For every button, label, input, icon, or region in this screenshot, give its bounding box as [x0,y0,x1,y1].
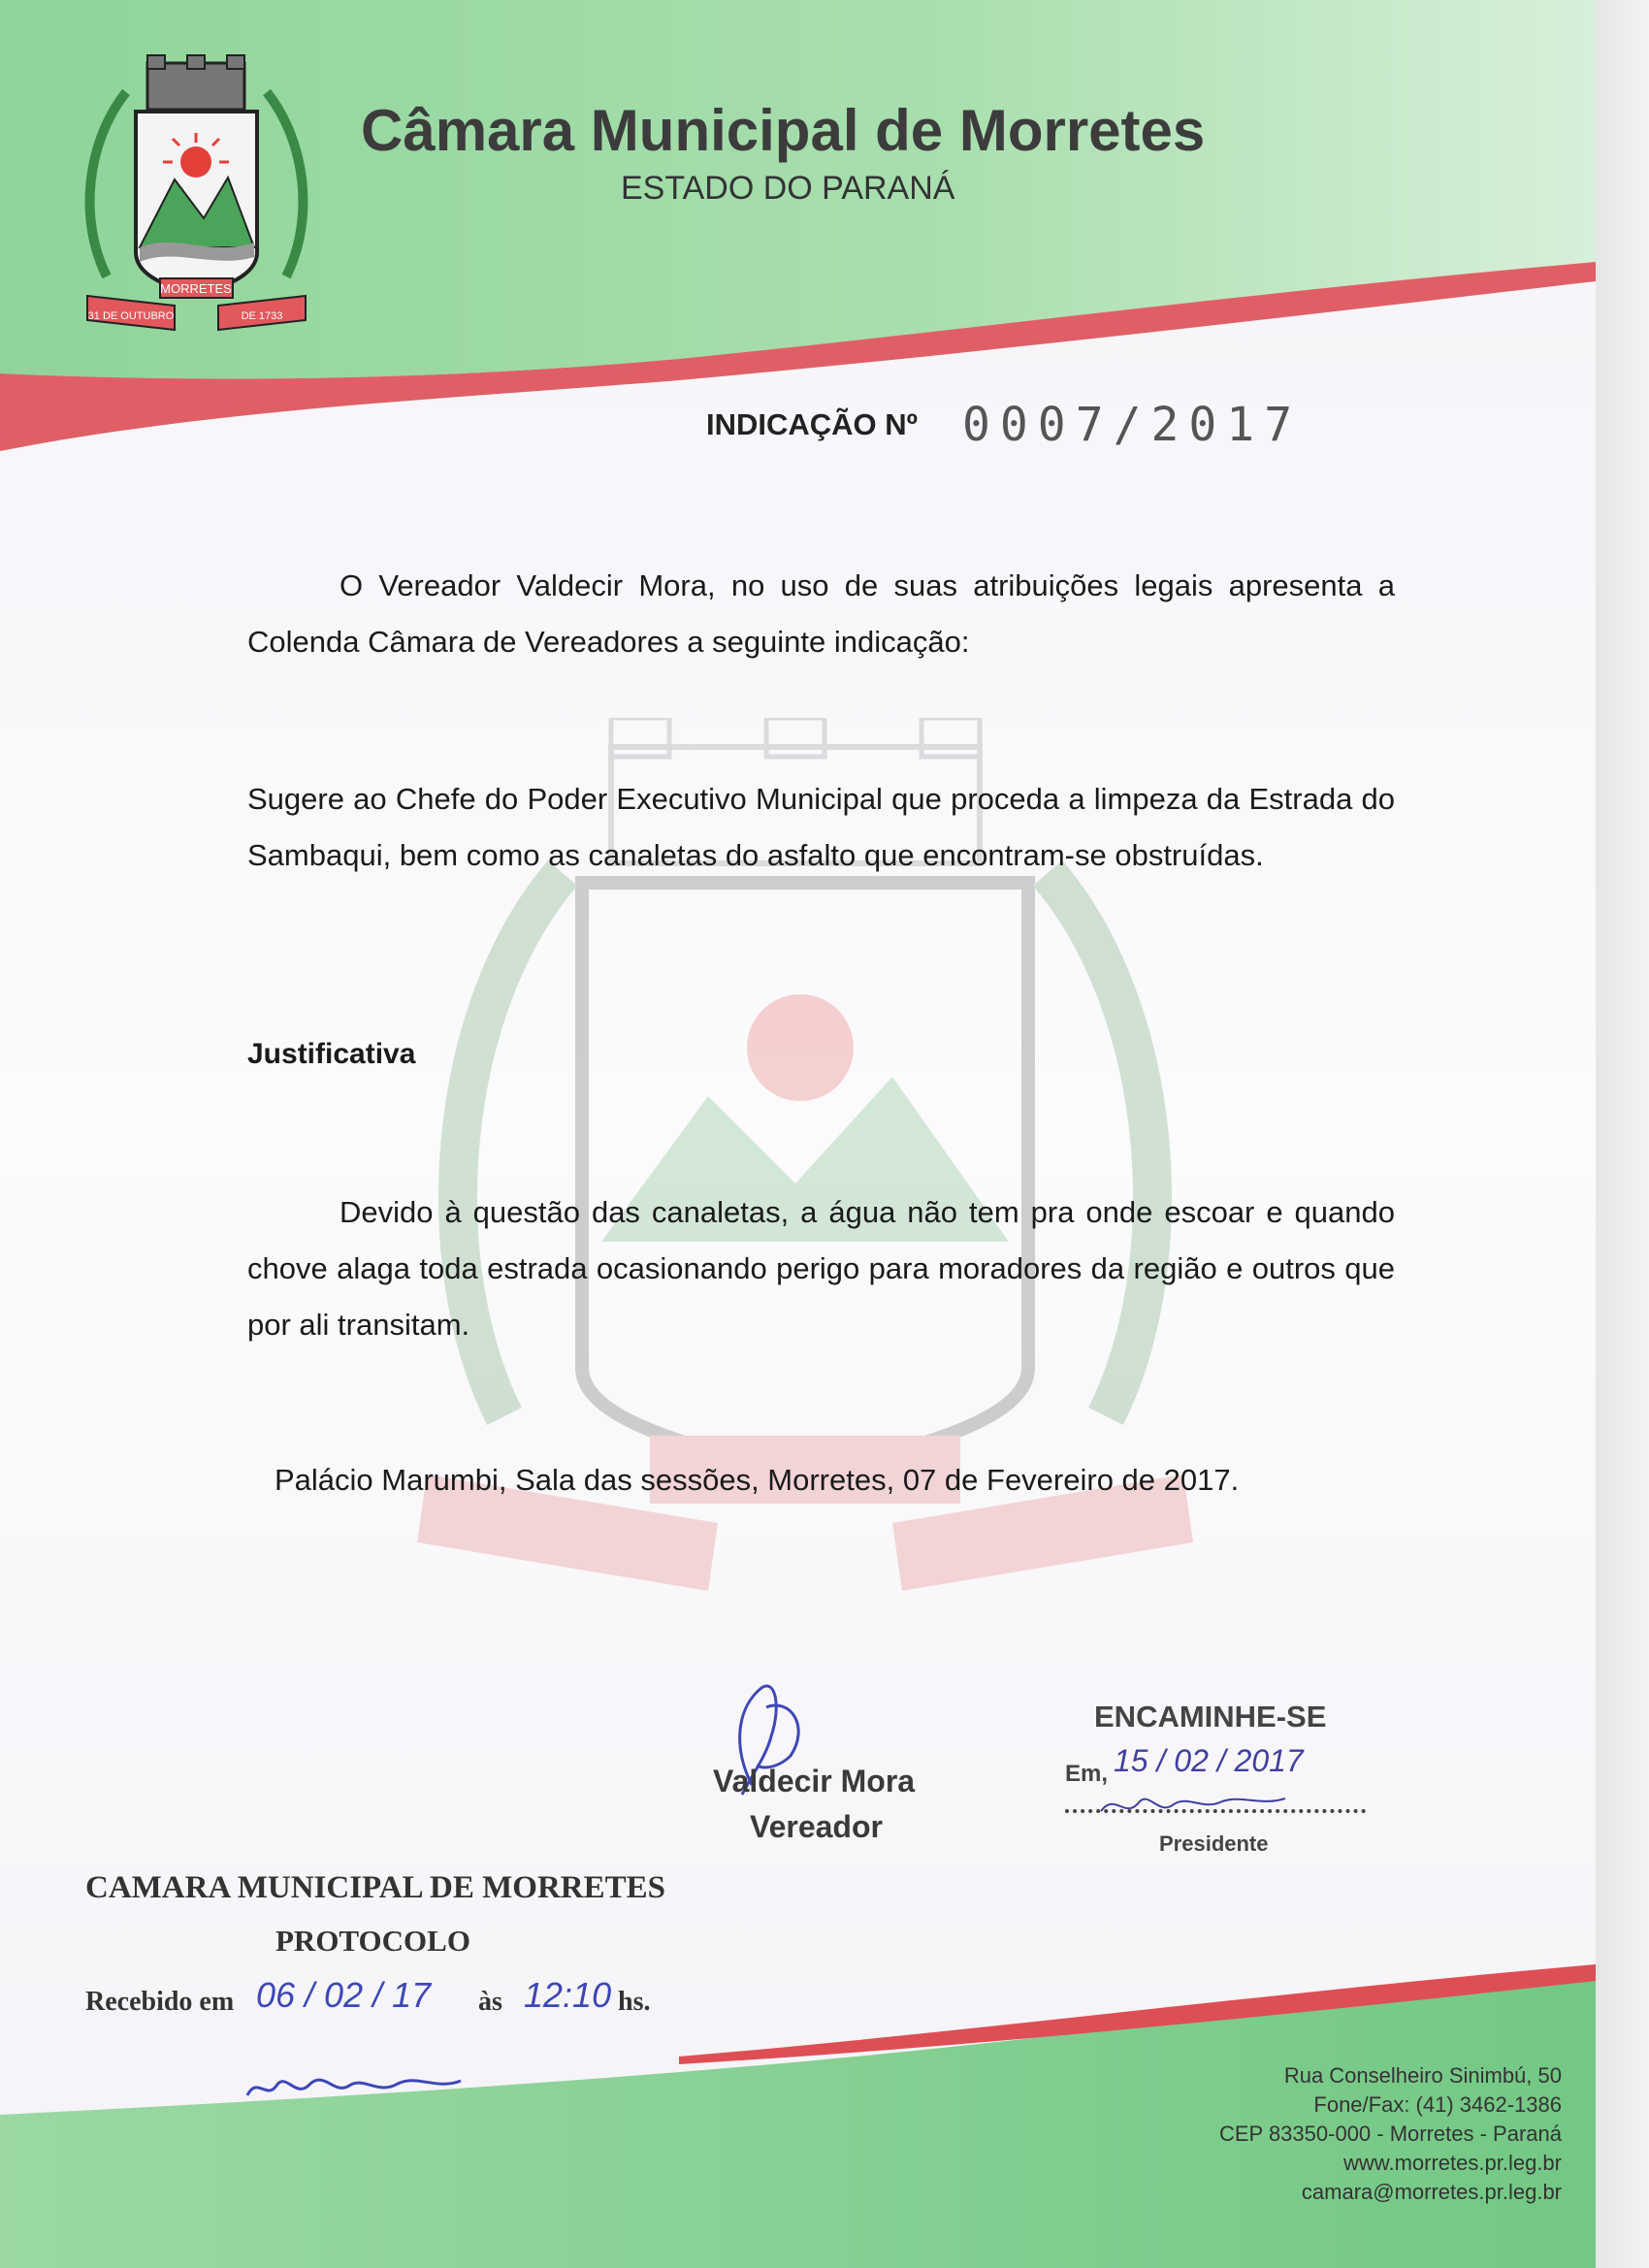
president-signature [1096,1787,1290,1826]
encaminhe-date: 15 / 02 / 2017 [1114,1743,1304,1778]
received-date: 06 / 02 / 17 [256,1975,432,2015]
footer-address: Rua Conselheiro Sinimbú, 50 [1283,2063,1562,2088]
received-label: Recebido em [85,1987,235,2017]
footer-phone: Fone/Fax: (41) 3462-1386 [1313,2092,1562,2117]
signer-name: Valdecir Mora [713,1764,916,1798]
page-subtitle: ESTADO DO PARANÁ [621,170,955,207]
protocol-stamp-title: CAMARA MUNICIPAL DE MORRETES [85,1870,665,1905]
indicacao-number: 0007/2017 [962,398,1303,452]
place-date: Palácio Marumbi, Sala das sessões, Morretes, 07 de Fevereiro de 2017. [275,1463,1240,1497]
scan-edge [1596,0,1649,2268]
crest-ribbon-left: 31 DE OUTUBRO [87,310,175,322]
crest-banner: MORRETES [160,281,232,296]
encaminhe-em-label: Em, [1065,1761,1109,1787]
indicacao-label: INDICAÇÃO Nº [706,407,918,441]
intro-paragraph: O Vereador Valdecir Mora, no uso de suas atribuições legais apresenta a Colenda Câmara de Vereadores a seguinte indicação: [247,568,1395,659]
encaminhe-stamp-title: ENCAMINHE-SE [1094,1700,1327,1733]
encaminhe-signature-line [1065,1809,1366,1813]
footer-email[interactable]: camara@morretes.pr.leg.br [1301,2180,1562,2204]
encaminhe-role: Presidente [1159,1831,1269,1856]
request-paragraph: Sugere ao Chefe do Poder Executivo Municipal que proceda a limpeza da Estrada do Sambaqui, bem como as canaletas do asfalto que encontram-se obstruídas. [247,782,1395,872]
page-title: Câmara Municipal de Morretes [361,98,1206,163]
received-time: 12:10 [524,1975,612,2015]
received-hs-label: hs. [618,1987,651,2017]
footer-cep: CEP 83350-000 - Morretes - Paraná [1219,2122,1562,2146]
justificativa-heading: Justificativa [247,1038,416,1070]
crest-tower [147,55,244,110]
footer-website[interactable]: www.morretes.pr.leg.br [1343,2151,1562,2175]
crest-ribbon-right: DE 1733 [241,310,283,322]
municipal-crest-logo [68,53,325,344]
received-as-label: às [478,1987,502,2017]
footer-contact [1116,2061,1562,2207]
signer-role: Vereador [750,1809,883,1844]
justification-paragraph: Devido à questão das canaletas, a água não tem pra onde escoar e quando chove alaga toda estrada ocasionando perigo para moradores da região e outros que por ali transitam. [247,1195,1395,1342]
protocol-stamp-subtitle: PROTOCOLO [275,1924,470,1958]
